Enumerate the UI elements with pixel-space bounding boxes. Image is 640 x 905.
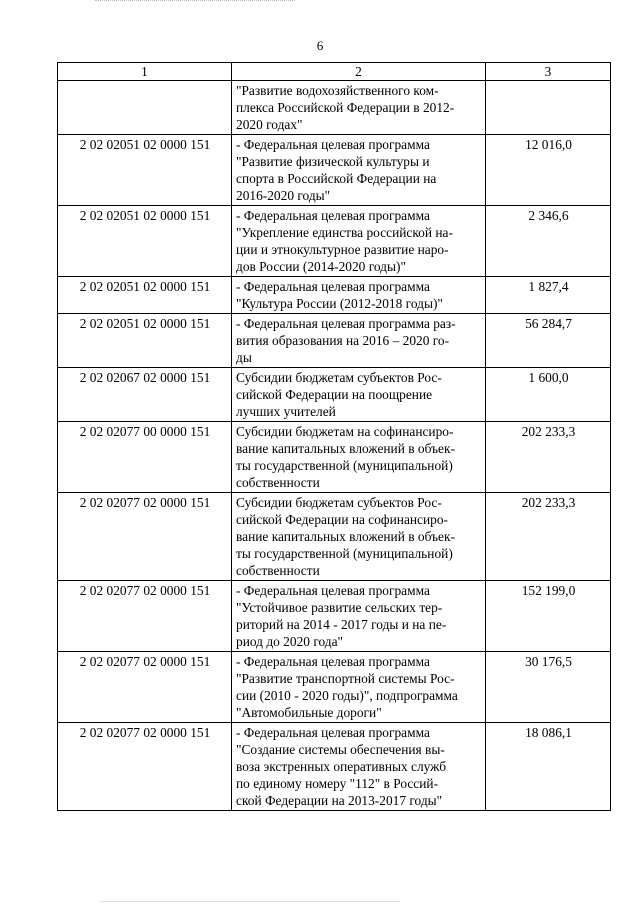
row-name: "Развитие водохозяйственного ком- плекса Российской Федерации в 2012- 2020 годах" — [232, 81, 486, 135]
table-row — [58, 206, 611, 277]
row-name: - Федеральная целевая программа "Развитие транспортной системы Рос- сии (2010 - 2020 годы)", подпрограмма "Автомобильные дороги" — [232, 652, 486, 723]
row-code: 2 02 02051 02 0000 151 — [58, 206, 232, 277]
table-row — [58, 314, 611, 368]
scan-artifact-top — [95, 0, 295, 3]
column-header-code: 1 — [58, 63, 232, 81]
row-amount: 12 016,0 — [486, 135, 611, 206]
row-amount: 18 086,1 — [486, 723, 611, 811]
column-header-name: 2 — [232, 63, 486, 81]
row-amount: 202 233,3 — [486, 493, 611, 581]
row-code: 2 02 02077 00 0000 151 — [58, 422, 232, 493]
row-name: - Федеральная целевая программа "Развитие физической культуры и спорта в Российской Федерации на 2016-2020 годы" — [232, 135, 486, 206]
column-header-amount: 3 — [486, 63, 611, 81]
row-code: 2 02 02051 02 0000 151 — [58, 135, 232, 206]
row-name: - Федеральная целевая программа раз- вития образования на 2016 – 2020 го- ды — [232, 314, 486, 368]
table-row — [58, 723, 611, 811]
row-code: 2 02 02077 02 0000 151 — [58, 652, 232, 723]
row-amount: 1 827,4 — [486, 277, 611, 314]
row-amount: 202 233,3 — [486, 422, 611, 493]
row-code — [58, 81, 232, 135]
row-name: - Федеральная целевая программа "Укрепление единства российской на- ции и этнокультурное развитие наро- дов России (2014-2020 годы)" — [232, 206, 486, 277]
row-name: Субсидии бюджетам субъектов Рос- сийской Федерации на софинансиро- вание капитальных вложений в объек- ты государственной (муниципальной) собственности — [232, 493, 486, 581]
scan-artifact-bottom — [100, 901, 400, 903]
table-row — [58, 581, 611, 652]
row-name: - Федеральная целевая программа "Создание системы обеспечения вы- воза экстренных оперативных служб по единому номеру "112" в Россий- ской Федерации на 2013-2017 годы" — [232, 723, 486, 811]
row-amount: 1 600,0 — [486, 368, 611, 422]
row-amount: 30 176,5 — [486, 652, 611, 723]
row-name: - Федеральная целевая программа "Культура России (2012-2018 годы)" — [232, 277, 486, 314]
table-row — [58, 81, 611, 135]
row-amount: 2 346,6 — [486, 206, 611, 277]
budget-table — [57, 62, 611, 811]
row-code: 2 02 02077 02 0000 151 — [58, 723, 232, 811]
row-code: 2 02 02067 02 0000 151 — [58, 368, 232, 422]
row-name: Субсидии бюджетам на софинансиро- вание капитальных вложений в объек- ты государственной (муниципальной) собственности — [232, 422, 486, 493]
row-code: 2 02 02077 02 0000 151 — [58, 581, 232, 652]
row-name: - Федеральная целевая программа "Устойчивое развитие сельских тер- риторий на 2014 - 2017 годы и на пе- риод до 2020 года" — [232, 581, 486, 652]
row-amount: 152 199,0 — [486, 581, 611, 652]
table-row — [58, 135, 611, 206]
table-row — [58, 368, 611, 422]
row-name: Субсидии бюджетам субъектов Рос- сийской Федерации на поощрение лучших учителей — [232, 368, 486, 422]
row-amount: 56 284,7 — [486, 314, 611, 368]
table-row — [58, 277, 611, 314]
table-header-row — [58, 63, 611, 81]
row-code: 2 02 02051 02 0000 151 — [58, 314, 232, 368]
table-row — [58, 493, 611, 581]
table-row — [58, 422, 611, 493]
page-number: 6 — [316, 38, 324, 53]
row-amount — [486, 81, 611, 135]
row-code: 2 02 02077 02 0000 151 — [58, 493, 232, 581]
table-row — [58, 652, 611, 723]
row-code: 2 02 02051 02 0000 151 — [58, 277, 232, 314]
